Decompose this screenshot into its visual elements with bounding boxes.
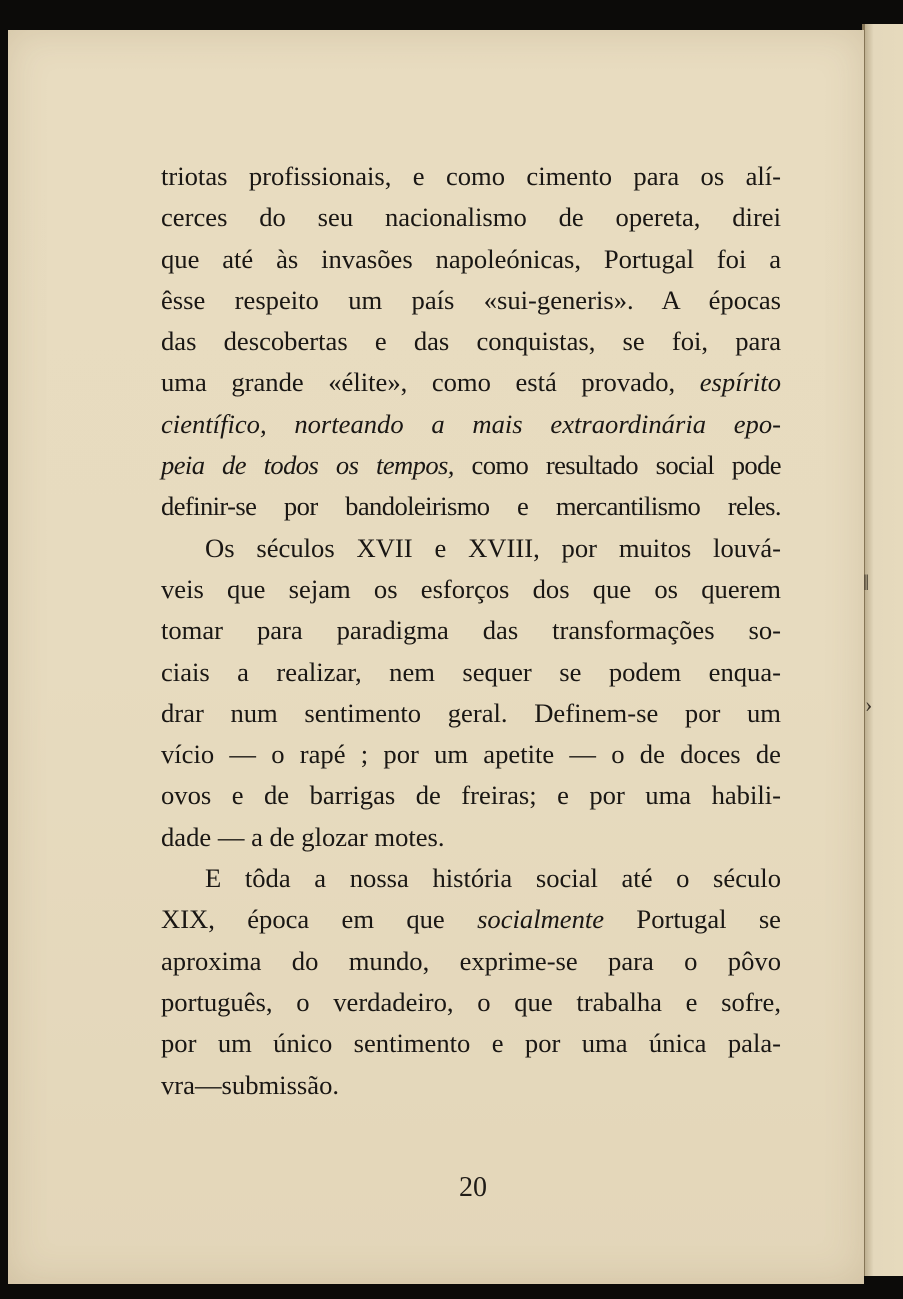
margin-mark-bottom: › xyxy=(865,692,873,717)
text-line: tomar para paradigma das transformações so- xyxy=(161,615,781,646)
text-line: ovos e de barrigas de freiras; e por uma habili- xyxy=(161,780,781,811)
text-line: português, o verdadeiro, o que trabalha e sofre, xyxy=(161,986,781,1017)
text-segment: XIX, época em que xyxy=(161,904,445,935)
text-line: por um único sentimento e por uma única pala- xyxy=(161,1028,781,1059)
text-line-italic: científico, norteando a mais extraordinária epo- xyxy=(161,408,781,439)
text-line: triotas profissionais, e como cimento para os alí- xyxy=(161,161,781,191)
body-text xyxy=(161,156,781,1106)
paragraph-first-line: E tôda a nossa história social até o século xyxy=(205,863,781,894)
page-number: 20 xyxy=(459,1172,487,1203)
text-line xyxy=(161,445,781,486)
text-line: definir-se por bandoleirismo e mercantilismo reles. xyxy=(161,491,781,522)
text-line: ciais a realizar, nem sequer se podem enqua- xyxy=(161,656,781,687)
text-line xyxy=(161,362,781,403)
italic-text-segment: socialmente xyxy=(477,904,605,935)
text-line: êsse respeito um país «sui-generis». A épocas xyxy=(161,284,781,315)
italic-text-segment: espírito xyxy=(699,367,781,398)
paragraph-last-line: dade — a de glozar motes. xyxy=(161,821,445,852)
text-line: veis que sejam os esforços dos que os querem xyxy=(161,573,781,604)
text-line xyxy=(161,899,781,940)
text-line: que até às invasões napoleónicas, Portugal foi a xyxy=(161,243,781,274)
text-segment: uma grande «élite», como está provado, xyxy=(161,367,676,398)
paragraph-first-line: Os séculos XVII e XVIII, por muitos louvá- xyxy=(205,532,781,563)
text-line: aproxima do mundo, exprime-se para o pôvo xyxy=(161,945,781,976)
text-segment: como resultado social pode xyxy=(471,450,781,481)
text-segment: Portugal se xyxy=(636,904,781,935)
text-line: vício — o rapé ; por um apetite — o de doces de xyxy=(161,739,781,770)
text-line: cerces do seu nacionalismo de opereta, direi xyxy=(161,202,781,233)
italic-text-segment: peia de todos os tempos, xyxy=(161,450,454,481)
adjacent-page-edge xyxy=(864,24,903,1276)
text-line: drar num sentimento geral. Definem-se por um xyxy=(161,697,781,728)
margin-mark-top: ǁ xyxy=(863,570,870,595)
text-line: das descobertas e das conquistas, se foi, para xyxy=(161,326,781,357)
paragraph-last-line: vra—submissão. xyxy=(161,1069,340,1100)
